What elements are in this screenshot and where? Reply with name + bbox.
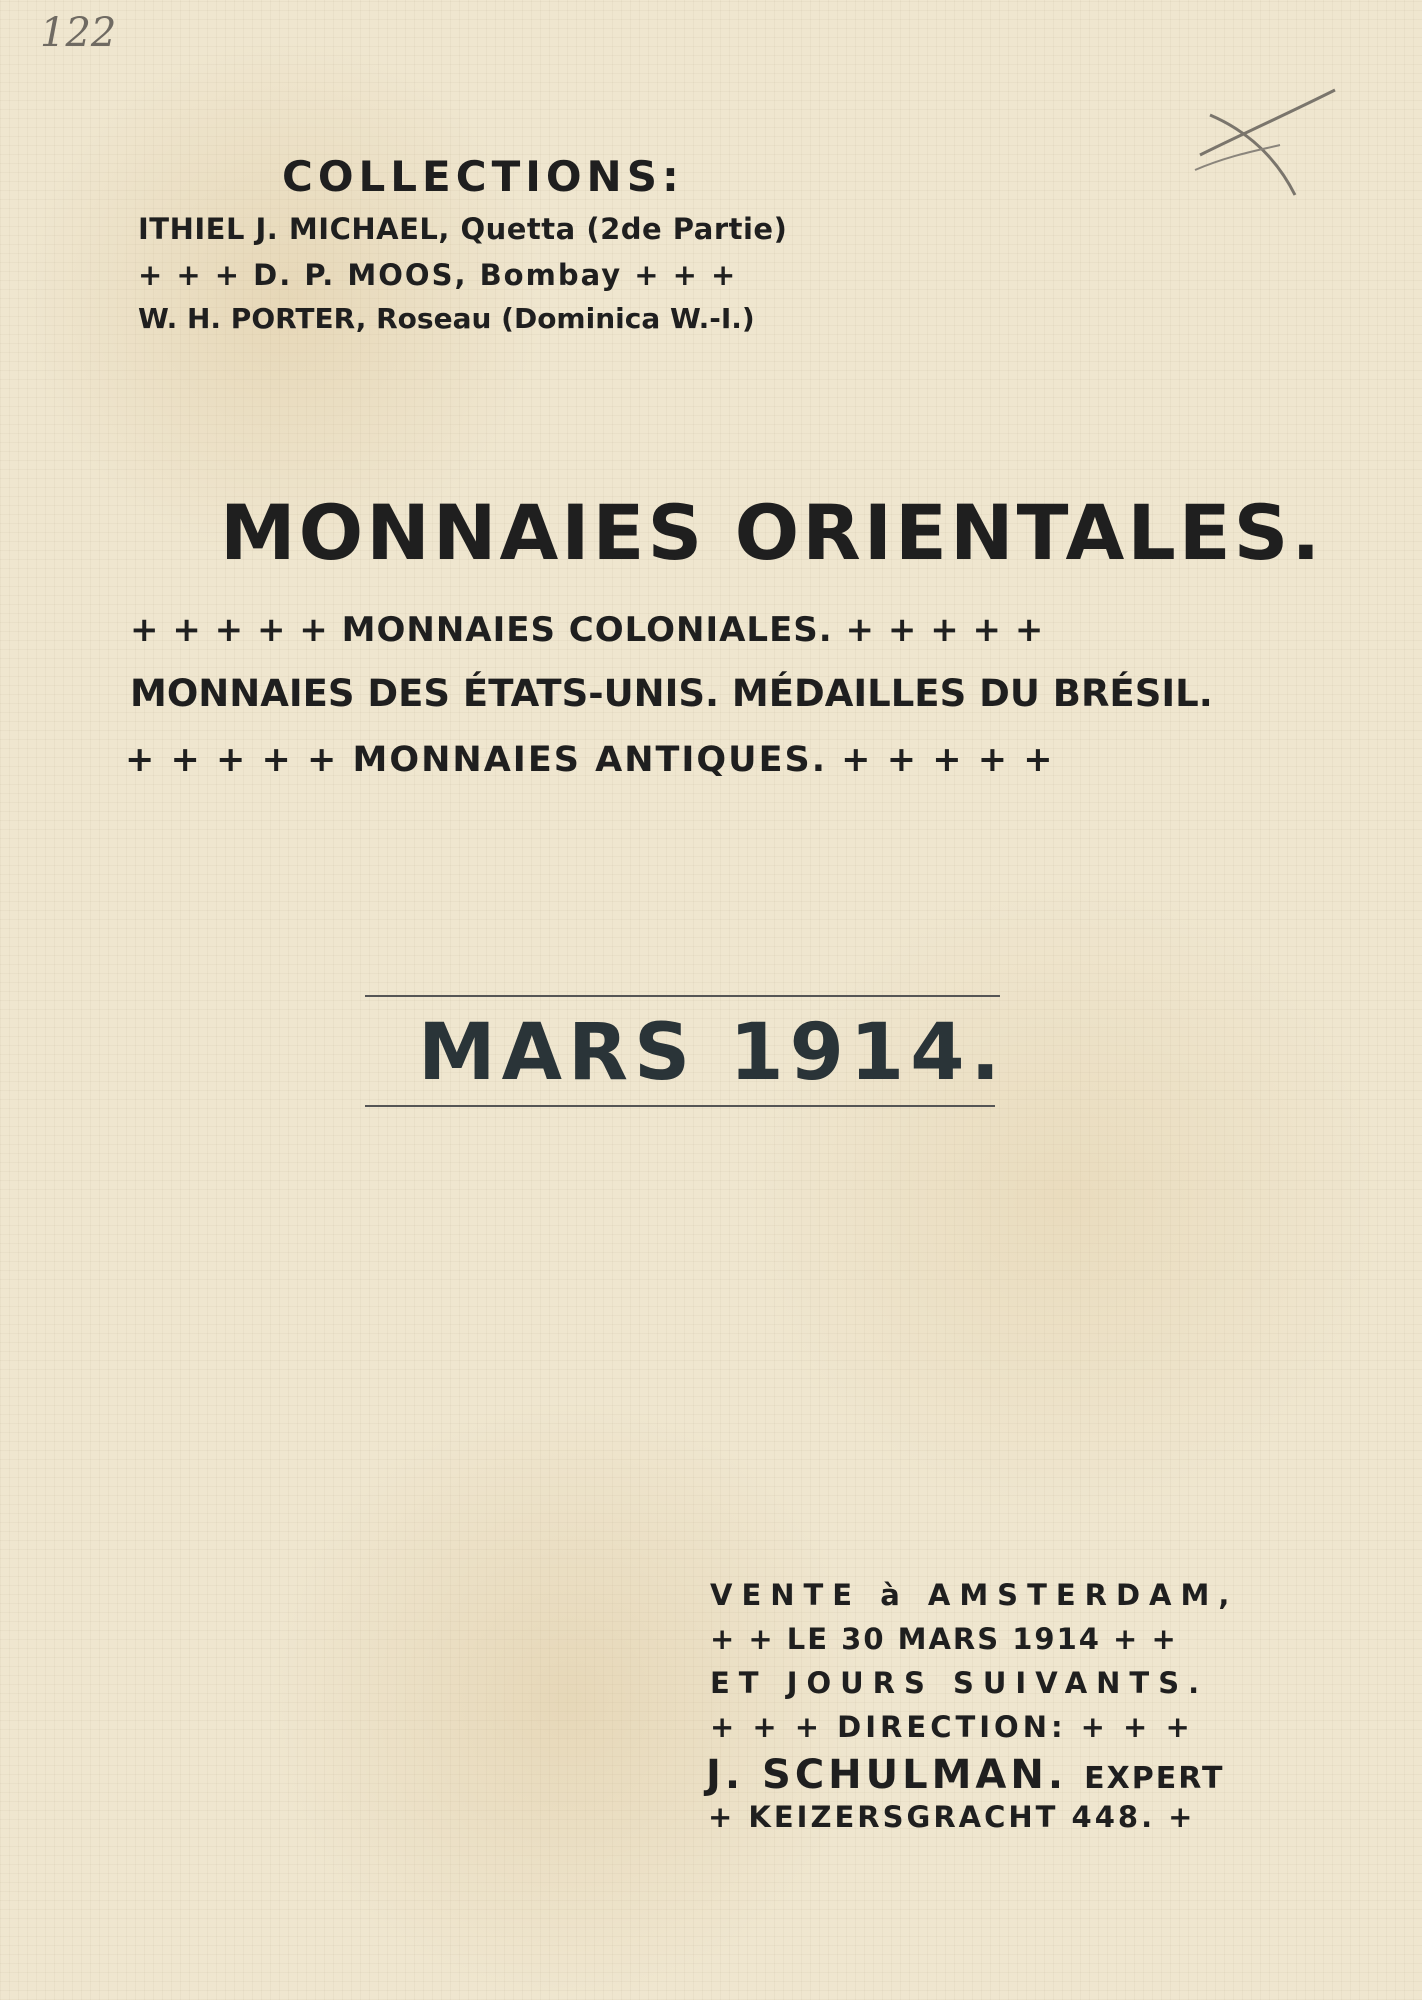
date-rule-bottom [365,1105,995,1107]
handwritten-x-mark [1190,85,1340,205]
collection-michael: ITHIEL J. MICHAEL, Quetta (2de Partie) [138,212,788,246]
collections-heading: COLLECTIONS: [282,152,684,201]
handwritten-number: 122 [40,10,117,56]
sale-address: + KEIZERSGRACHT 448. + [708,1800,1196,1834]
subtitle-coloniales: + + + + + MONNAIES COLONIALES. + + + + + [130,610,1045,650]
sale-date: + + LE 30 MARS 1914 + + [710,1622,1178,1656]
sale-days: ET JOURS SUIVANTS. [710,1666,1209,1700]
expert-role: EXPERT [1084,1761,1225,1796]
collection-moos: + + + D. P. MOOS, Bombay + + + [138,258,738,292]
collection-porter: W. H. PORTER, Roseau (Dominica W.-I.) [138,302,755,335]
date-heading: MARS 1914. [418,1008,1007,1098]
expert-name: J. SCHULMAN. [706,1752,1068,1798]
sale-direction: + + + DIRECTION: + + + [710,1710,1194,1744]
sale-location: VENTE à AMSTERDAM, [710,1578,1239,1612]
date-rule-top [365,995,1000,997]
subtitle-etats-unis: MONNAIES DES ÉTATS-UNIS. MÉDAILLES DU BRÉSIL. [130,672,1213,715]
main-title: MONNAIES ORIENTALES. [220,488,1324,577]
subtitle-antiques: + + + + + MONNAIES ANTIQUES. + + + + + [125,740,1055,780]
sale-expert-line [706,1752,1224,1798]
